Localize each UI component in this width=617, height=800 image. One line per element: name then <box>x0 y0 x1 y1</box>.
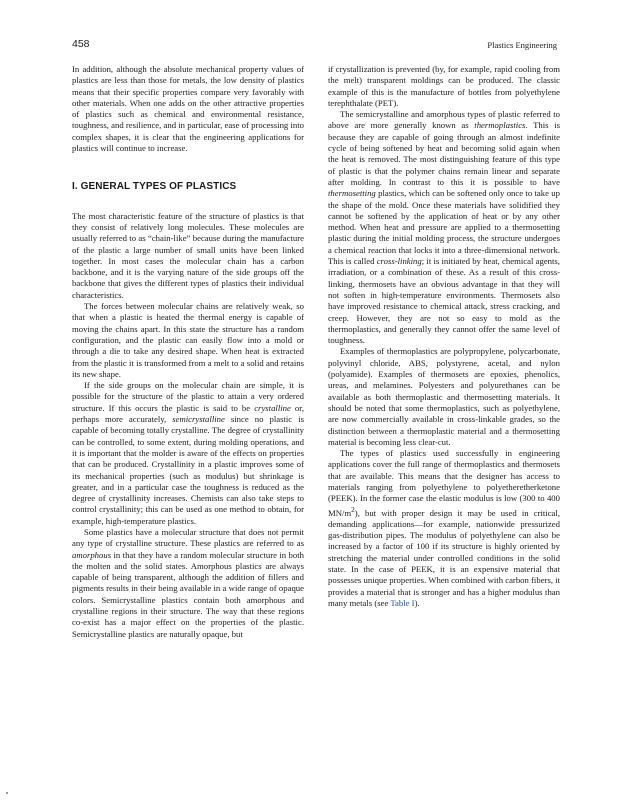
paragraph-crystallinity <box>72 380 304 527</box>
text-span: plastics, which can be softened only once to take up the shape of the mold. Once these materials have solidified they cannot be softened by the application of heat or by any other method. When heat and pressure are applied to a thermosetting plastic during the initial molding process, the structure undergoes a chemical reaction that locks it into a three-dimensional network. This is called <box>328 188 560 267</box>
page-number: 458 <box>72 38 90 50</box>
text-span: ), but with proper design it may be used in critical, demanding applications—for example, nationwide pressurized gas-distribution pipes. The modulus of polyethylene can also be increased by a factor of 100 if its structure is highly oriented by stretching the material under controlled conditions in the solid state. In the case of PEEK, it is an expensive material that possesses unique properties. When combined with carbon fibers, it provides a material that is stronger and has a higher modulus than many metals (see <box>328 507 560 608</box>
text-span: ; it is initiated by heat, chemical agents, irradiation, or a combination of these. As a result of this cross-linking, thermosets have an obvious advantage in that they will not soften in high-temperature environments. Thermosets also have improved resistance to chemical attack, stress cracking, and creep. However, they are not so easy to mold as the thermoplastics, and generally they cannot offer the same level of toughness. <box>328 256 560 346</box>
text-span: or, perhaps more accurately, <box>72 402 304 425</box>
section-heading: I. GENERAL TYPES OF PLASTICS <box>72 181 237 193</box>
paragraph-chain-forces: The forces between molecular chains are relatively weak, so that when a plastic is heated the thermal energy is capable of moving the chains apart. In this state the structure has a random configuration, and the plastic can easily flow into a mold or through a die to take any desired shape. When heat is extracted from the plastic it is transformed from a melt to a solid and retains its new shape. <box>72 301 304 379</box>
running-title: Plastics Engineering <box>487 40 557 50</box>
term-thermosetting: thermosetting <box>328 188 376 199</box>
scan-mark <box>6 792 8 794</box>
left-column <box>72 64 304 640</box>
table-link[interactable]: Table I <box>390 597 415 608</box>
text-span: . This is because they are capable of going through an almost indefinite cycle of being softened by heat and becoming solid again when the heat is removed. The most distinguishing feature of this type of plastic is that the polymer chains remain linear and separate after molding. In contrast to this it is possible to have <box>328 120 560 187</box>
text-span: The types of plastics used successfully in engineering applications cover the full range of thermoplastics and thermosets that are available. This means that the designer has access to materials ranging from polyethylene to polyetheretherketone (PEEK). In the former case the elastic modulus is low (300 to 400 MN/m <box>328 448 560 518</box>
paragraph-continued: if crystallization is prevented (by, for example, rapid cooling from the melt) transparent moldings can be produced. The classic example of this is the manufacture of bottles from polyethylene terephthalate (PET). <box>328 64 560 108</box>
text-span: since no plastic is capable of becoming totally crystalline. The degree of crystallinity can be controlled, to some extent, during molding operations, and it is important that the molder is aware of the effects on properties that can be produced. Crystallinity in a plastic improves some of its mechanical properties (such as modulus) but shrinkage is greater, and in a particular case the toughness is reduced as the degree of crystallinity increases. Chemists can also take steps to control crystallinity; this can be used as one method to obtain, for example, high-temperature plastics. <box>72 414 304 526</box>
paragraph-examples: Examples of thermoplastics are polypropylene, polycarbonate, polyvinyl chloride, ABS, polystyrene, acetal, and nylon (polyamide). Examples of thermosets are epoxies, phenolics, ureas, and melamines. Polyesters and polyurethanes can be available as both thermoplastic and thermosetting materials. It should be noted that some thermoplastics, such as polyethylene, are now commercially available in cross-linkable grades, so the distinction between a thermoplastic material and a thermosetting material is becoming less clear-cut. <box>328 346 560 447</box>
right-column <box>328 64 560 609</box>
text-span: The semicrystalline and amorphous types of plastic referred to above are more generally known as <box>328 109 560 131</box>
text-span: in that they have a random molecular structure in both the molten and the solid states. Amorphous plastics are always capable of being transparent, although the addition of fillers and pigments results in their being available in a wide range of opaque colors. Semicrystalline plastics contain both amorphous and crystalline regions in their structure. The way that these regions co-exist has a major effect on the properties of the plastic. Semicrystalline plastics are naturally opaque, but <box>72 549 304 639</box>
term-thermoplastics: thermoplastics <box>474 120 526 131</box>
paragraph-thermoplastics <box>328 109 560 346</box>
text-span: If the side groups on the molecular chain are simple, it is possible for the structure of the plastic to attain a very ordered structure. If this occurs the plastic is said to be <box>72 380 304 413</box>
term-semicrystalline: semicrystalline <box>172 414 225 425</box>
paragraph-molecules: The most characteristic feature of the structure of plastics is that they consist of relatively long molecules. These molecules are usually referred to as “chain-like” because during the manufacture of the plastic a large number of small units have been linked together. In most cases the molecular chain has a carbon backbone, and it is the varying nature of the side groups off the backbone that gives the different types of plastics their individual characteristics. <box>72 210 304 300</box>
superscript: 2 <box>351 505 355 514</box>
term-crystalline: crystalline <box>254 402 291 413</box>
term-amorphous: amorphous <box>72 549 112 560</box>
intro-paragraph: In addition, although the absolute mechanical property values of plastics are less than those for metals, the low density of plastics means that their specific properties compare very favorably with other materials. When one adds on the other attractive properties of plastics such as chemical and environmental resistance, toughness, and resilience, and in particular, ease of processing into complex shapes, it is clear that the engineering applications for plastics will continue to increase. <box>72 64 304 154</box>
paragraph-engineering-types <box>328 448 560 609</box>
text-span: Some plastics have a molecular structure that does not permit any type of crystalline structure. These plastics are referred to as <box>72 526 304 549</box>
paragraph-amorphous <box>72 527 304 640</box>
text-span: ). <box>414 597 420 608</box>
term-cross-linking: cross-linking <box>376 256 422 267</box>
